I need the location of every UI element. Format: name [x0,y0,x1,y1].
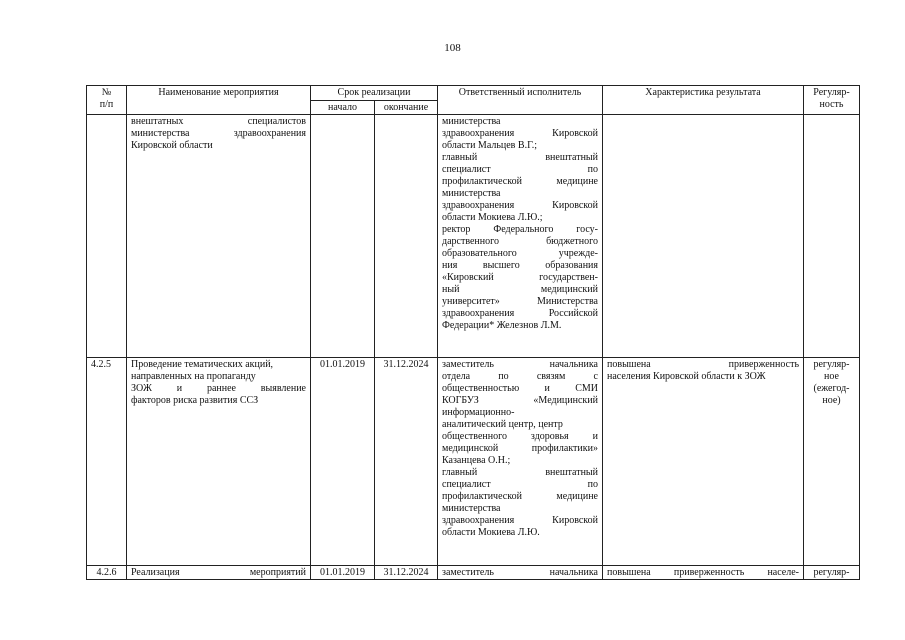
header-result: Характеристика результата [603,86,804,115]
row-name: внештатных специалистов министерства здравоохранения Кировской области [127,115,311,358]
row-start: 01.01.2019 [311,566,375,580]
row-regularity: регуляр- [804,566,860,580]
row-end [375,115,438,358]
row-regularity [804,115,860,358]
header-name: Наименование мероприятия [127,86,311,115]
table-row [87,115,860,358]
row-result [603,115,804,358]
page-number: 108 [444,42,461,54]
row-executor: заместитель начальника отдела по связям с общественностью и СМИ КОГБУЗ «Медицинский информационно- аналитический центр, центр общественного здоровья и медицинской профилактики» Казанцева О.Н.; главный внештатный специалист по профилактической медицине министерства здравоохранения Кировской области Мокиева Л.Ю. [438,358,603,566]
header-start: начало [311,100,375,115]
header-end: окончание [375,100,438,115]
header-row [87,86,860,101]
row-result: повышена приверженность населе- [603,566,804,580]
activities-table [86,85,860,580]
row-num: 4.2.5 [87,358,127,566]
row-num: 4.2.6 [87,566,127,580]
table-row [87,358,860,566]
row-regularity: регуляр- ное (ежегод- ное) [804,358,860,566]
header-regularity: Регуляр- ность [804,86,860,115]
row-num [87,115,127,358]
row-name: Проведение тематических акций, направленных на пропаганду ЗОЖ и раннее выявление факторов риска развития ССЗ [127,358,311,566]
table-row [87,566,860,580]
header-num: № п/п [87,86,127,115]
row-executor: министерства здравоохранения Кировской области Мальцев В.Г.; главный внештатный специалист по профилактической медицине министерства здравоохранения Кировской области Мокиева Л.Ю.; ректор Федерального госу- дарственного бюджетного образовательного учрежде- ния высшего образования «Кировский государствен- ный медицинский университет» Министерства здравоохранения Российской Федерации* Железнов Л.М. [438,115,603,358]
row-result: повышена приверженность населения Кировской области к ЗОЖ [603,358,804,566]
row-end: 31.12.2024 [375,358,438,566]
row-end: 31.12.2024 [375,566,438,580]
row-executor: заместитель начальника [438,566,603,580]
row-start [311,115,375,358]
row-name: Реализация мероприятий [127,566,311,580]
header-executor: Ответственный исполнитель [438,86,603,115]
header-period: Срок реализации [311,86,438,101]
row-start: 01.01.2019 [311,358,375,566]
